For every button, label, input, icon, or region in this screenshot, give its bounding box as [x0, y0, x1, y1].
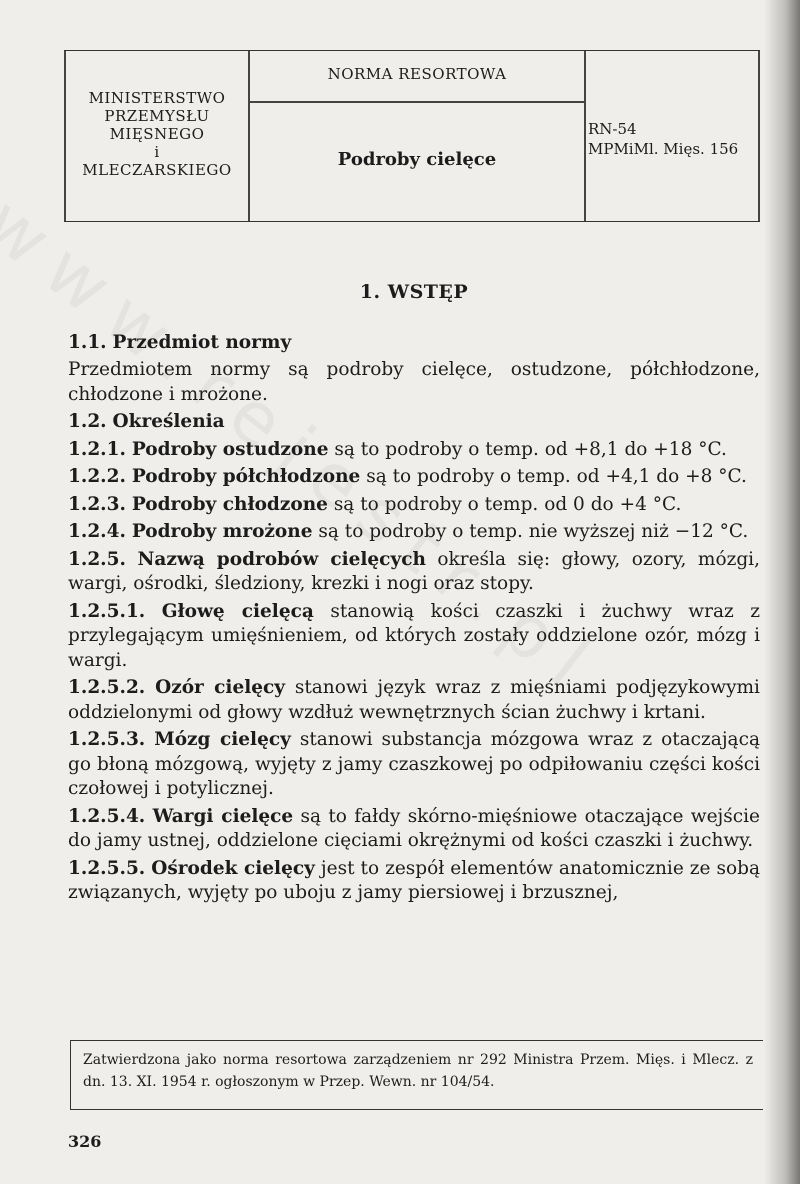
paragraph-text: określa się: głowy, ozory, mózgi, wargi, ośrodki, śledziony, krezki i nogi oraz stopy. — [68, 548, 760, 594]
section-title: 1. WSTĘP — [359, 281, 469, 303]
paragraph-number: 1.2. — [68, 411, 107, 432]
paragraph-heading: Podroby chłodzone — [131, 493, 328, 515]
paragraph-number: 1.2.3. — [68, 493, 126, 515]
norm-codes — [588, 119, 760, 159]
paragraph-text: stanowi substancja mózgowa wraz z otaczającą go błoną mózgową, wyjęty z jamy czaszkowej po odpiłowaniu części kości czołowej i potylicznej. — [68, 729, 760, 799]
paragraph-heading: Ozór cielęcy — [155, 677, 286, 698]
paragraph — [68, 465, 760, 490]
page-number: 326 — [68, 1132, 102, 1151]
paragraph-text: stanowi język wraz z mięśniami podjęzykowymi oddzielonymi od głowy wzdłuż wewnętrznych ścian żuchwy i krtani. — [68, 677, 760, 723]
ministry-line: MIĘSNEGO — [109, 125, 205, 143]
approval-note: Zatwierdzona jako norma resortowa zarządzeniem nr 292 Ministra Przem. Mięs. i Mlecz. z dn. 13. XI. 1954 r. ogłoszonym w Przep. Wewn. nr 104/54. — [83, 1052, 753, 1090]
paragraph — [68, 410, 760, 435]
paragraph — [68, 805, 760, 854]
paragraph — [68, 857, 760, 906]
paragraph-text: Przedmiotem normy są podroby cielęce, ostudzone, półchłodzone, chłodzone i mrożone. — [68, 359, 760, 405]
main-content — [68, 280, 760, 909]
paragraph-number: 1.2.5.1. — [68, 600, 146, 622]
code-rn: RN-54 — [588, 120, 637, 138]
paragraph — [68, 358, 760, 407]
ministry-line: MINISTERSTWO — [88, 89, 226, 107]
paragraph — [68, 331, 760, 356]
ministry-name — [66, 89, 248, 179]
paragraph-number: 1.2.2. — [68, 466, 126, 487]
paragraph-text: stanowią kości czaszki i żuchwy wraz z przylegającym umięśnieniem, od których zostały oddzielone ozór, mózg i wargi. — [68, 600, 760, 671]
paragraph-text: są to podroby o temp. od +8,1 do +18 °C. — [334, 438, 727, 460]
paragraph-heading: Nazwą podrobów cielęcych — [137, 548, 426, 570]
paragraph-text: są to podroby o temp. od 0 do +4 °C. — [333, 493, 682, 515]
paragraph-number: 1.2.1. — [68, 438, 126, 460]
approval-note-box — [70, 1040, 763, 1110]
paragraph-heading: Podroby półchłodzone — [131, 466, 361, 487]
ministry-line: PRZEMYSŁU — [104, 107, 210, 125]
page-edge-shadow — [764, 0, 800, 1184]
paragraph-number: 1.2.5.5. — [68, 857, 146, 879]
code-mpm: MPMiMl. Mięs. 156 — [588, 140, 739, 158]
paragraph-heading: Ośrodek cielęcy — [151, 857, 315, 879]
norma-label: NORMA RESORTOWA — [327, 65, 507, 83]
paragraph — [68, 493, 760, 518]
paragraph-number: 1.2.5.4. — [68, 805, 146, 827]
paragraph-heading: Przedmiot normy — [112, 331, 292, 353]
paragraph — [68, 600, 760, 674]
paragraph-number: 1.2.4. — [68, 521, 126, 542]
paragraph-number: 1.2.5.2. — [68, 677, 146, 698]
document-title: Podroby cielęce — [337, 149, 497, 170]
paragraph-number: 1.2.5. — [68, 548, 126, 570]
paragraph-text: są to podroby o temp. od +4,1 do +8 °C. — [366, 466, 747, 487]
paragraph-number: 1.2.5.3. — [68, 729, 146, 750]
ministry-line: i — [154, 143, 160, 161]
paragraph-heading: Wargi cielęce — [152, 805, 294, 827]
paragraph-text: są to podroby o temp. nie wyższej niż −12 °C. — [318, 521, 749, 542]
paragraph — [68, 438, 760, 463]
paragraph-number: 1.1. — [68, 331, 107, 353]
paragraph — [68, 520, 760, 545]
paragraph-heading: Podroby mrożone — [131, 521, 313, 542]
paragraph-heading: Podroby ostudzone — [131, 438, 329, 460]
paragraph-heading: Mózg cielęcy — [154, 729, 291, 750]
paragraph-heading: Głowę cielęcą — [161, 600, 314, 622]
paragraph-text: jest to zespół elementów anatomicznie ze sobą związanych, wyjęty po uboju z jamy piersiowej i brzusznej, — [68, 857, 760, 903]
paragraph-text: są to fałdy skórno-mięśniowe otaczające wejście do jamy ustnej, oddzielone cięciami okrężnymi od kości czaszki i żuchwy. — [68, 805, 760, 851]
paragraph — [68, 548, 760, 597]
paragraph-heading: Określenia — [112, 411, 225, 432]
norm-header-table — [64, 50, 760, 222]
ministry-line: MLECZARSKIEGO — [82, 161, 232, 179]
paragraph — [68, 728, 760, 802]
paragraph — [68, 676, 760, 725]
